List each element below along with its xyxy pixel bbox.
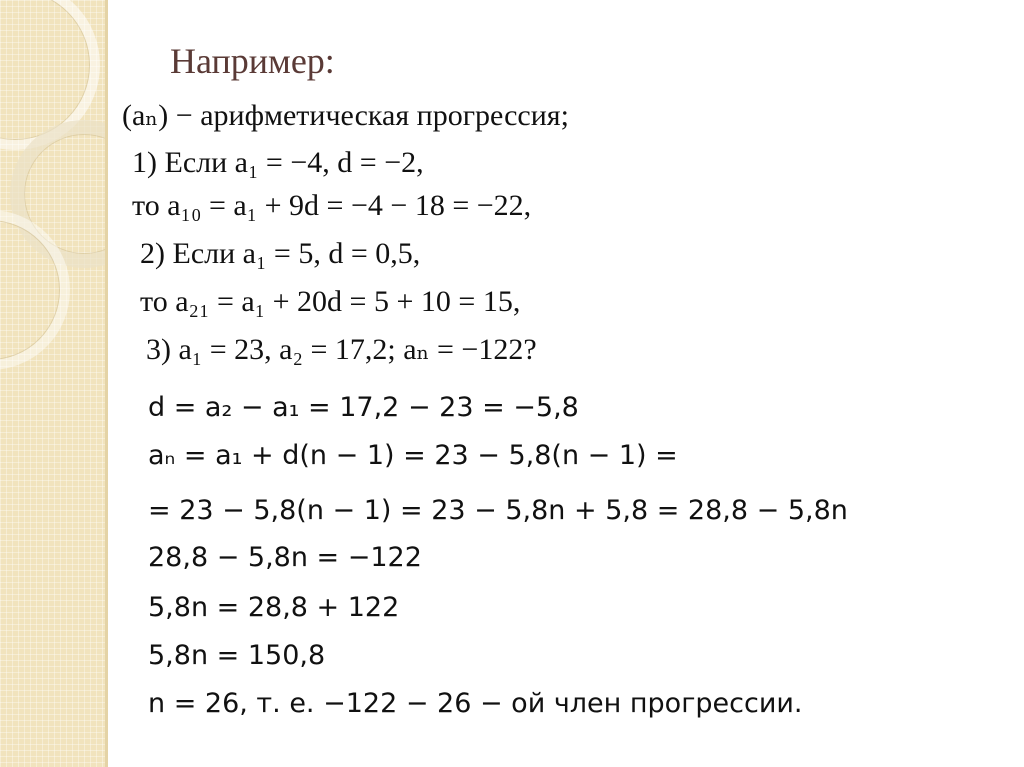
solution-step-2: aₙ = a₁ + d(n − 1) = 23 − 5,8(n − 1) = <box>148 440 678 471</box>
solution-step-5: 5,8n = 28,8 + 122 <box>148 592 400 623</box>
example-3-condition: 3) a₁ = 23, a₂ = 17,2; aₙ = −122? <box>146 333 537 366</box>
solution-conclusion: n = 26, т. е. −122 − 26 − ой член прогрессии. <box>148 688 803 719</box>
example-2-condition: 2) Если a₁ = 5, d = 0,5, <box>140 237 421 270</box>
example-1-condition: 1) Если a₁ = −4, d = −2, <box>132 146 424 179</box>
solution-step-6: 5,8n = 150,8 <box>148 640 326 671</box>
solution-step-4: 28,8 − 5,8n = −122 <box>148 542 422 573</box>
decorative-side-strip <box>0 0 108 767</box>
example-1-result: то a₁₀ = a₁ + 9d = −4 − 18 = −22, <box>132 189 532 222</box>
solution-step-1: d = a₂ − a₁ = 17,2 − 23 = −5,8 <box>148 392 579 423</box>
strip-edge <box>105 0 108 767</box>
definition-line: (aₙ) − арифметическая прогрессия; <box>122 99 569 132</box>
slide-title: Например: <box>170 41 335 81</box>
example-2-result: то a₂₁ = a₁ + 20d = 5 + 10 = 15, <box>140 285 521 318</box>
solution-step-3: = 23 − 5,8(n − 1) = 23 − 5,8n + 5,8 = 28,8 − 5,8n <box>148 495 848 526</box>
